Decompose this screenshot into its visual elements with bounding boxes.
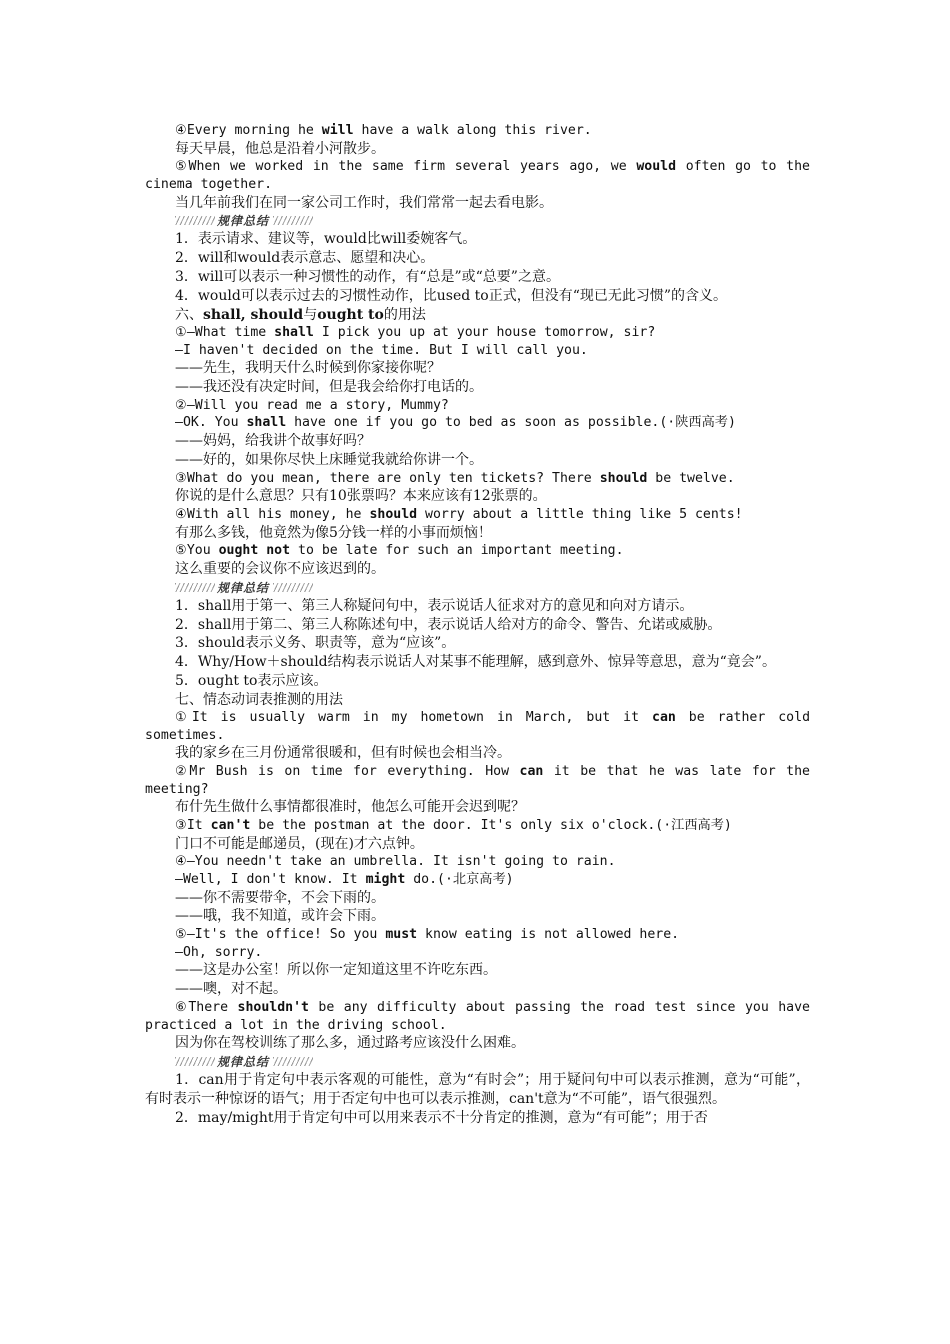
rule-item: 2．will和would表示意志、愿望和决心。 [175,250,435,267]
summary-badge [175,1053,315,1071]
example-line: ①—What time shall I pick you up at your house tomorrow, sir? [175,324,656,340]
keyword: would [636,159,677,175]
example-line: ③It can't be the postman at the door. It's only six o'clock.(·江西高考) [175,818,732,834]
summary-badge [175,212,315,230]
hatch-decoration [175,1057,215,1066]
keyword: shouldn't [237,1000,309,1016]
example-line: ④With all his money, he should worry about a little thing like 5 cents! [175,506,743,522]
keyword: can [519,764,544,780]
keyword: shall [274,324,314,340]
rule-item: 3．should表示义务、职责等，意为“应该”。 [175,635,456,652]
example-line: ②Mr Bush is on time for everything. How can it be that he was late for the meeting? [145,764,818,797]
keyword: will [321,123,354,138]
keyword: can't [210,818,251,834]
section-heading: 六、shall, should与ought to的用法 [175,306,426,323]
keyword: might [365,872,406,888]
translation-line: 有那么多钱，他竟然为像5分钱一样的小事而烦恼！ [175,524,492,541]
translation-line: 因为你在驾校训练了那么多，通过路考应该没什么困难。 [175,1035,525,1052]
keyword: should [599,470,648,486]
example-line: —I haven't decided on the time. But I will call you. [175,342,588,358]
rule-item: 1．can用于肯定句中表示客观的可能性，意为“有时会”；用于疑问句中可以表示推测，意为“可能”，有时表示一种惊讶的语气；用于否定句中也可以表示推测，can't意为“不可能”，语气很强烈。 [145,1072,810,1107]
translation-line: ——先生，我明天什么时候到你家接你呢？ [175,360,441,377]
translation-line: ——我还没有决定时间，但是我会给你打电话的。 [175,378,483,395]
summary-label: 规律总结 [217,580,270,595]
translation-line: ——哦，我不知道，或许会下雨。 [175,908,385,925]
rule-item: 2．may/might用于肯定句中可以用来表示不十分肯定的推测，意为“有可能”；用于否 [175,1109,708,1126]
summary-label: 规律总结 [217,1055,270,1069]
keyword: must [385,927,418,943]
summary-label: 规律总结 [217,214,270,229]
hatch-decoration [273,216,313,225]
translation-line: ——妈妈，给我讲个故事好吗？ [175,432,371,449]
section-heading: 七、情态动词表推测的用法 [175,691,343,708]
hatch-decoration [175,216,215,225]
rule-item: 3．will可以表示一种习惯性的动作，有“总是”或“总要”之意。 [175,268,560,285]
translation-line: 门口不可能是邮递员，(现在)才六点钟。 [175,835,424,852]
example-line: ①It is usually warm in my hometown in March, but it can be rather cold sometimes. [145,710,818,743]
example-line: ⑤—It's the office! So you must know eating is not allowed here. [175,927,680,943]
keyword: should [369,506,418,522]
rule-item: 1．shall用于第一、第三人称疑问句中，表示说话人征求对方的意见和向对方请示。 [175,597,694,614]
rule-item: 1．表示请求、建议等，would比will委婉客气。 [175,231,477,248]
hatch-decoration [175,583,215,592]
translation-line: 我的家乡在三月份通常很暖和，但有时候也会相当冷。 [175,745,511,762]
example-line: ③What do you mean, there are only ten tickets? There should be twelve. [175,470,735,486]
rule-item: 2．shall用于第二、第三人称陈述句中，表示说话人给对方的命令、警告、允诺或威胁。 [175,616,722,633]
example-line: —OK. You shall have one if you go to bed as soon as possible.(·陕西高考) [175,415,736,431]
example-line: ⑤You ought not to be late for such an important meeting. [175,543,624,559]
example-line: —Oh, sorry. [175,944,263,960]
rule-item: 4．would可以表示过去的习惯性动作，比used to正式，但没有“现已无此习惯”的含义。 [175,287,728,304]
translation-line: 每天早晨，他总是沿着小河散步。 [175,140,385,157]
example-line: ⑥There shouldn't be any difficulty about passing the road test since you have practiced a lot in the driving school. [145,1000,818,1033]
keyword: ought not [218,543,291,559]
document-page [145,122,818,1127]
keyword: shall [246,415,287,431]
translation-line: 布什先生做什么事情都很准时，他怎么可能开会迟到呢？ [175,799,525,816]
translation-line: 这么重要的会议你不应该迟到的。 [175,560,385,577]
example-line: ④—You needn't take an umbrella. It isn't going to rain. [175,854,616,870]
keyword: can [652,710,676,726]
translation-line: ——噢，对不起。 [175,981,287,998]
translation-line: 你说的是什么意思？只有10张票吗？本来应该有12张票的。 [175,488,547,505]
translation-line: 当几年前我们在同一家公司工作时，我们常常一起去看电影。 [175,194,553,211]
hatch-decoration [273,1057,313,1066]
rule-item: 4．Why/How＋should结构表示说话人对某事不能理解，感到意外、惊异等意思，意为“竟会”。 [175,654,776,671]
rule-item: 5．ought to表示应该。 [175,672,328,689]
example-line: ②—Will you read me a story, Mummy? [175,397,449,413]
translation-line: ——你不需要带伞，不会下雨的。 [175,889,385,906]
translation-line: ——这是办公室！所以你一定知道这里不许吃东西。 [175,962,497,979]
example-line: ⑤When we worked in the same firm several years ago, we would often go to the cinema together. [145,159,818,192]
example-line: —Well, I don't know. It might do.(·北京高考) [175,872,514,888]
summary-badge [175,579,315,597]
hatch-decoration [273,583,313,592]
translation-line: ——好的，如果你尽快上床睡觉我就给你讲一个。 [175,451,483,468]
example-line: ④Every morning he will have a walk along this river. [175,123,592,138]
